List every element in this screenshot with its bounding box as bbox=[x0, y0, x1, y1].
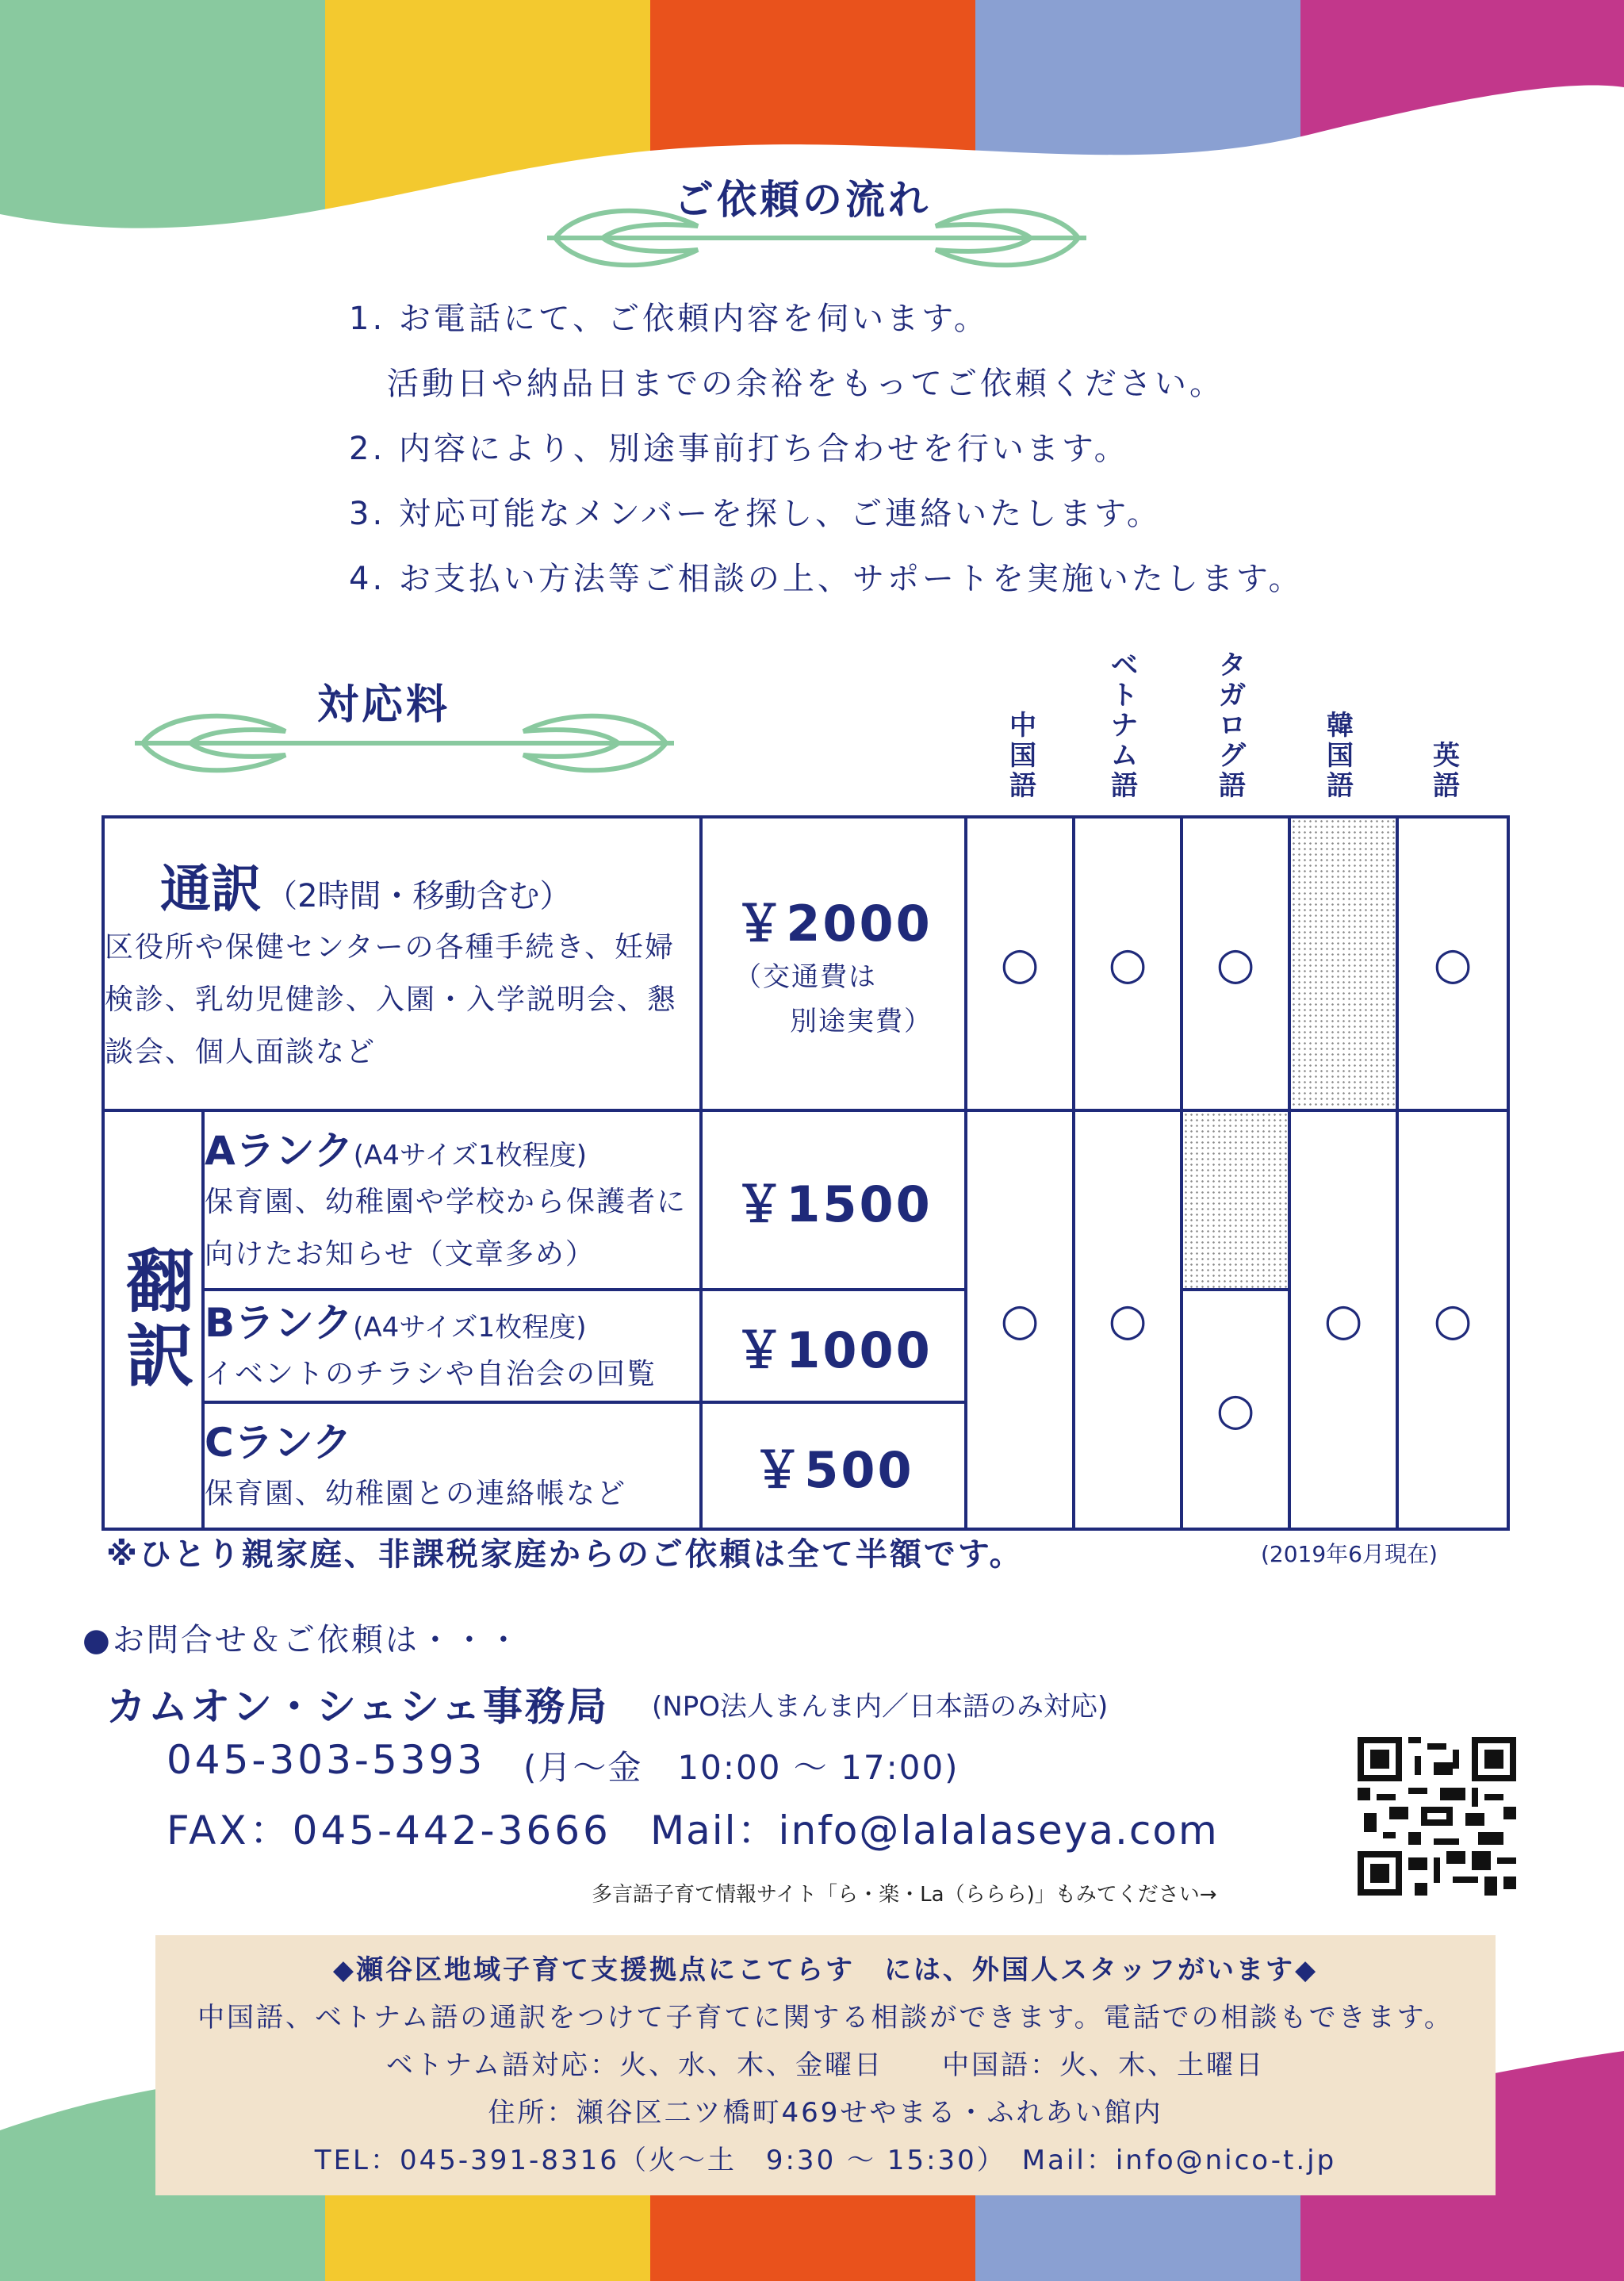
interpret-desc: 区役所や保健センターの各種手続き、妊婦検診、乳幼児健診、入園・入学説明会、懇談会、個人面談など bbox=[105, 931, 678, 1068]
rank-a-name: Aランク bbox=[205, 1128, 354, 1174]
rank-b-price: ￥1000 bbox=[701, 1290, 966, 1402]
qr-code-icon[interactable] bbox=[1358, 1737, 1516, 1896]
interpret-mark-chinese: ○ bbox=[966, 817, 1074, 1110]
contact-phone: 045-303-5393 bbox=[167, 1737, 486, 1783]
translate-label-cell bbox=[103, 1110, 203, 1529]
contact-mail: Mail：info@lalalaseya.com bbox=[650, 1808, 1219, 1854]
interpret-mark-vietnamese: ○ bbox=[1074, 817, 1182, 1110]
fees-title: 対応料 bbox=[317, 681, 451, 729]
translate-title: 翻訳 bbox=[114, 1245, 193, 1394]
interpret-price: ￥2000 bbox=[734, 894, 933, 953]
notice-line-1: ◆瀬谷区地域子育て支援拠点にこてらす には、外国人スタッフがいます◆ bbox=[332, 1954, 1319, 1986]
lang-header-tagalog: タガログ語 bbox=[1219, 650, 1246, 802]
rank-c-price: ￥500 bbox=[701, 1402, 966, 1529]
flow-step-3: 3. 対応可能なメンバーを探し、ご連絡いたします。 bbox=[349, 496, 1162, 532]
interpret-korean-unavailable bbox=[1289, 817, 1397, 1110]
rank-a-row bbox=[103, 1110, 1508, 1290]
interpret-mark-english: ○ bbox=[1397, 817, 1508, 1110]
fees-footnote: ※ひとり親家庭、非課税家庭からのご依頼は全て半額です。 bbox=[106, 1536, 1024, 1573]
contact-org: カムオン・シェシェ事務局 bbox=[106, 1684, 609, 1730]
interpret-mark-tagalog: ○ bbox=[1182, 817, 1289, 1110]
flow-step-2: 2. 内容により、別途事前打ち合わせを行います。 bbox=[349, 431, 1129, 467]
rank-c-desc: 保育園、幼稚園との連絡帳など bbox=[205, 1478, 627, 1510]
notice-line-2: 中国語、ベトナム語の通訳をつけて子育てに関する相談ができます。電話での相談もできます。 bbox=[197, 2002, 1454, 2034]
interpret-row bbox=[103, 817, 1508, 1110]
leaf-divider-icon bbox=[119, 707, 690, 779]
contact-hours: (月〜金 10:00 〜 17:00) bbox=[523, 1748, 959, 1787]
flow-step-4: 4. お支払い方法等ご相談の上、サポートを実施いたします。 bbox=[349, 561, 1304, 597]
notice-line-4: 住所：瀬谷区二ツ橋町469せやまる・ふれあい館内 bbox=[488, 2097, 1163, 2129]
rank-b-size: (A4サイズ1枚程度) bbox=[353, 1312, 587, 1344]
site-note: 多言語子育て情報サイト「ら・楽・La（ららら)」もみてください→ bbox=[592, 1883, 1217, 1907]
rank-a-desc-cell bbox=[203, 1110, 701, 1290]
interpret-desc-cell bbox=[103, 817, 701, 1110]
rank-a-size: (A4サイズ1枚程度) bbox=[353, 1140, 588, 1171]
translate-mark-english: ○ bbox=[1397, 1110, 1508, 1529]
rank-b-desc: イベントのチラシや自治会の回覧 bbox=[205, 1358, 657, 1390]
notice-box bbox=[155, 1935, 1496, 2195]
flow-step-1-sub: 活動日や納品日までの余裕をもってご依頼ください。 bbox=[387, 366, 1224, 402]
rank-a-price: ￥1500 bbox=[701, 1110, 966, 1290]
interpret-note: （2時間・移動含む） bbox=[266, 878, 572, 914]
contact-fax: FAX：045-442-3666 bbox=[167, 1808, 611, 1854]
fees-as-of: (2019年6月現在) bbox=[1261, 1541, 1438, 1567]
translate-mark-korean: ○ bbox=[1289, 1110, 1397, 1529]
notice-line-3: ベトナム語対応：火、水、木、金曜日 中国語：火、木、土曜日 bbox=[385, 2049, 1266, 2081]
lang-header-vietnamese: ベトナム語 bbox=[1111, 650, 1138, 802]
translate-mark-vietnamese: ○ bbox=[1074, 1110, 1182, 1529]
contact-org-note: (NPO法人まんま内／日本語のみ対応) bbox=[652, 1691, 1109, 1723]
rank-a-desc: 保育園、幼稚園や学校から保護者に向けたお知らせ（文章多め） bbox=[205, 1186, 688, 1271]
flow-step-1: 1. お電話にて、ご依頼内容を伺います。 bbox=[349, 301, 989, 337]
contact-heading: ●お問合せ＆ご依頼は・・・ bbox=[82, 1622, 522, 1658]
interpret-price-note-1: （交通費は bbox=[734, 960, 877, 993]
lang-header-english: 英語 bbox=[1433, 740, 1460, 802]
rank-c-name: Cランク bbox=[205, 1420, 352, 1466]
interpret-price-note-2: 別途実費） bbox=[790, 1005, 933, 1037]
lang-header-chinese: 中国語 bbox=[1009, 710, 1036, 802]
translate-mark-chinese: ○ bbox=[966, 1110, 1074, 1529]
leaf-divider-icon bbox=[531, 202, 1102, 274]
fee-table bbox=[102, 815, 1510, 1531]
rank-c-desc-cell bbox=[203, 1402, 701, 1529]
interpret-price-cell bbox=[701, 817, 966, 1110]
translate-mark-tagalog: ○ bbox=[1182, 1290, 1289, 1529]
flow-title: ご依頼の流れ bbox=[674, 177, 931, 223]
interpret-title: 通訳 bbox=[160, 861, 262, 919]
translate-tagalog-rank-a-unavailable bbox=[1182, 1110, 1289, 1290]
notice-line-5: TEL：045-391-8316（火〜土 9:30 〜 15:30） Mail：info@nico-t.jp bbox=[314, 2145, 1337, 2176]
rank-b-desc-cell bbox=[203, 1290, 701, 1402]
lang-header-korean: 韓国語 bbox=[1327, 710, 1354, 802]
rank-b-name: Bランク bbox=[205, 1300, 354, 1346]
